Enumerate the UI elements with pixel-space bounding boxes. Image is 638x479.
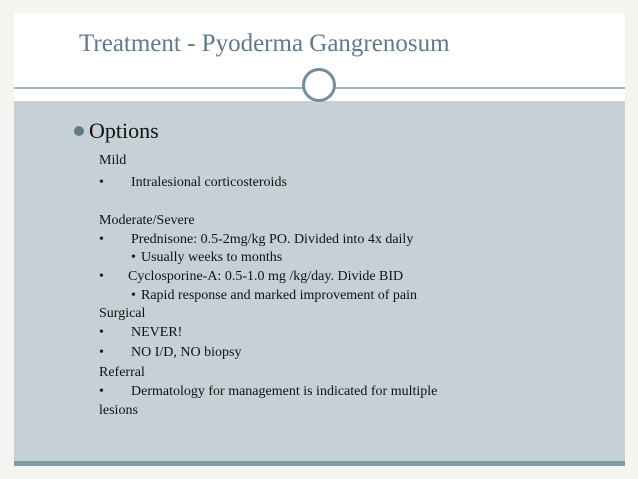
prednisone-subitem: Usually weeks to months bbox=[141, 250, 283, 265]
options-heading bbox=[74, 118, 159, 144]
mild-heading: Mild bbox=[99, 153, 127, 168]
bullet-icon: • bbox=[99, 384, 104, 399]
options-label: Options bbox=[89, 118, 159, 143]
prednisone-item: Prednisone: 0.5-2mg/kg PO. Divided into 4x daily bbox=[131, 232, 414, 247]
sub-bullet-icon: • bbox=[131, 250, 136, 265]
mild-item: Intralesional corticosteroids bbox=[131, 175, 287, 190]
referral-item: Dermatology for management is indicated for multiple bbox=[131, 384, 438, 399]
surgical-heading: Surgical bbox=[99, 306, 146, 321]
bullet-icon: • bbox=[99, 325, 104, 340]
sub-bullet-icon: • bbox=[131, 288, 136, 303]
bottom-accent-bar bbox=[14, 461, 625, 466]
bullet-icon: • bbox=[99, 269, 104, 284]
referral-heading: Referral bbox=[99, 365, 145, 380]
moderate-heading: Moderate/Severe bbox=[99, 213, 195, 228]
bullet-icon bbox=[74, 126, 84, 136]
surgical-item: NO I/D, NO biopsy bbox=[131, 345, 242, 360]
slide-title: Treatment - Pyoderma Gangrenosum bbox=[79, 30, 450, 57]
referral-item-continued: lesions bbox=[99, 403, 138, 418]
bullet-icon: • bbox=[99, 175, 104, 190]
bullet-icon: • bbox=[99, 232, 104, 247]
surgical-item: NEVER! bbox=[131, 325, 183, 340]
bullet-icon: • bbox=[99, 345, 104, 360]
cyclosporine-item: Cyclosporine-A: 0.5-1.0 mg /kg/day. Divide BID bbox=[128, 269, 404, 284]
cyclosporine-subitem: Rapid response and marked improvement of pain bbox=[141, 288, 418, 303]
circle-ornament-icon bbox=[302, 68, 336, 102]
